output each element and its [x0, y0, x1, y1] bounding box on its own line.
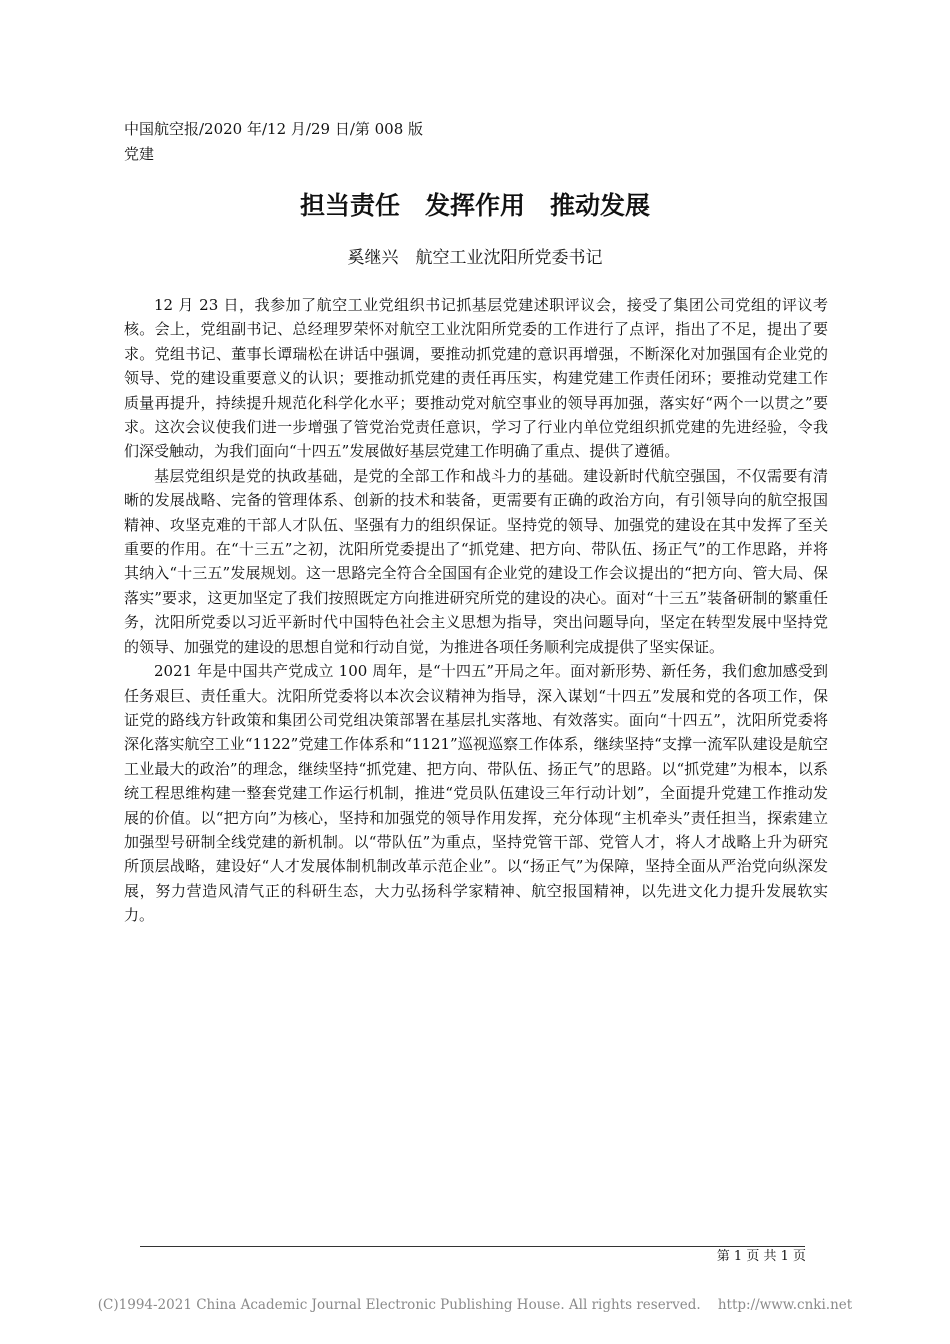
paragraph-1: 12 月 23 日，我参加了航空工业党组织书记抓基层党建述职评议会，接受了集团公司党组的评议考核。会上，党组副书记、总经理罗荣怀对航空工业沈阳所党委的工作进行了点评，指出了不足，提出了要求。党组书记、董事长谭瑞松在讲话中强调，要推动抓党建的意识再增强，不断深化对加强国有企业党的领导、党的建设重要意义的认识；要推动抓党建的责任再压实，构建党建工作责任闭环；要推动党建工作质量再提升，持续提升规范化科学化水平；要推动党对航空事业的领导再加强，落实好“两个一以贯之”要求。这次会议使我们进一步增强了管党治党责任意识，学习了行业内单位党组织抓党建的先进经验，令我们深受触动，为我们面向“十四五”发展做好基层党建工作明确了重点、提供了遵循。: [124, 296, 828, 461]
footer-divider: [140, 1246, 805, 1247]
page-number: 第 1 页 共 1 页: [716, 1249, 806, 1264]
copyright-notice: (C)1994-2021 China Academic Journal Electronic Publishing House. All rights reserved. http://www.cnki.net: [97, 1297, 853, 1313]
section-label: 党建: [124, 145, 155, 163]
source-block: [124, 117, 423, 167]
article-body: [124, 293, 828, 928]
article-title: 担当责任 发挥作用 推动发展: [299, 191, 650, 220]
paragraph-2: 基层党组织是党的执政基础，是党的全部工作和战斗力的基础。建设新时代航空强国，不仅需要有清晰的发展战略、完备的管理体系、创新的技术和装备，更需要有正确的政治方向，有引领导向的航空报国精神、攻坚克难的干部人才队伍、坚强有力的组织保证。坚持党的领导、加强党的建设在其中发挥了至关重要的作用。在“十三五”之初，沈阳所党委提出了“抓党建、把方向、带队伍、扬正气”的工作思路，并将其纳入“十三五”发展规划。这一思路完全符合全国国有企业党的建设工作会议提出的“把方向、管大局、保落实”要求，这更加坚定了我们按照既定方向推进研究所党的建设的决心。面对“十三五”装备研制的繁重任务，沈阳所党委以习近平新时代中国特色社会主义思想为指导，突出问题导向，坚定在转型发展中坚持党的领导、加强党的建设的思想自觉和行动自觉，为推进各项任务顺利完成提供了坚实保证。: [124, 466, 828, 656]
article-byline: 奚继兴 航空工业沈阳所党委书记: [347, 248, 603, 268]
source-line: 中国航空报/2020 年/12 月/29 日/第 008 版: [124, 120, 424, 138]
paragraph-3: 2021 年是中国共产党成立 100 周年，是“十四五”开局之年。面对新形势、新任务，我们愈加感受到任务艰巨、责任重大。沈阳所党委将以本次会议精神为指导，深入谋划“十四五”发展和党的各项工作，保证党的路线方针政策和集团公司党组决策部署在基层扎实落地、有效落实。面向“十四五”，沈阳所党委将深化落实航空工业“1122”党建工作体系和“1121”巡视巡察工作体系，继续坚持“支撑一流军队建设是航空工业最大的政治”的理念，继续坚持“抓党建、把方向、带队伍、扬正气”的思路。以“抓党建”为根本，以系统工程思维构建一整套党建工作运行机制，推进“党员队伍建设三年行动计划”，全面提升党建工作推动发展的价值。以“把方向”为核心，坚持和加强党的领导作用发挥，充分体现“主机牵头”责任担当，探索建立加强型号研制全线党建的新机制。以“带队伍”为重点，坚持党管干部、党管人才，将人才战略上升为研究所顶层战略，建设好“人才发展体制机制改革示范企业”。以“扬正气”为保障，坚持全面从严治党向纵深发展，努力营造风清气正的科研生态，大力弘扬科学家精神、航空报国精神，以先进文化力提升发展软实力。: [124, 662, 828, 925]
